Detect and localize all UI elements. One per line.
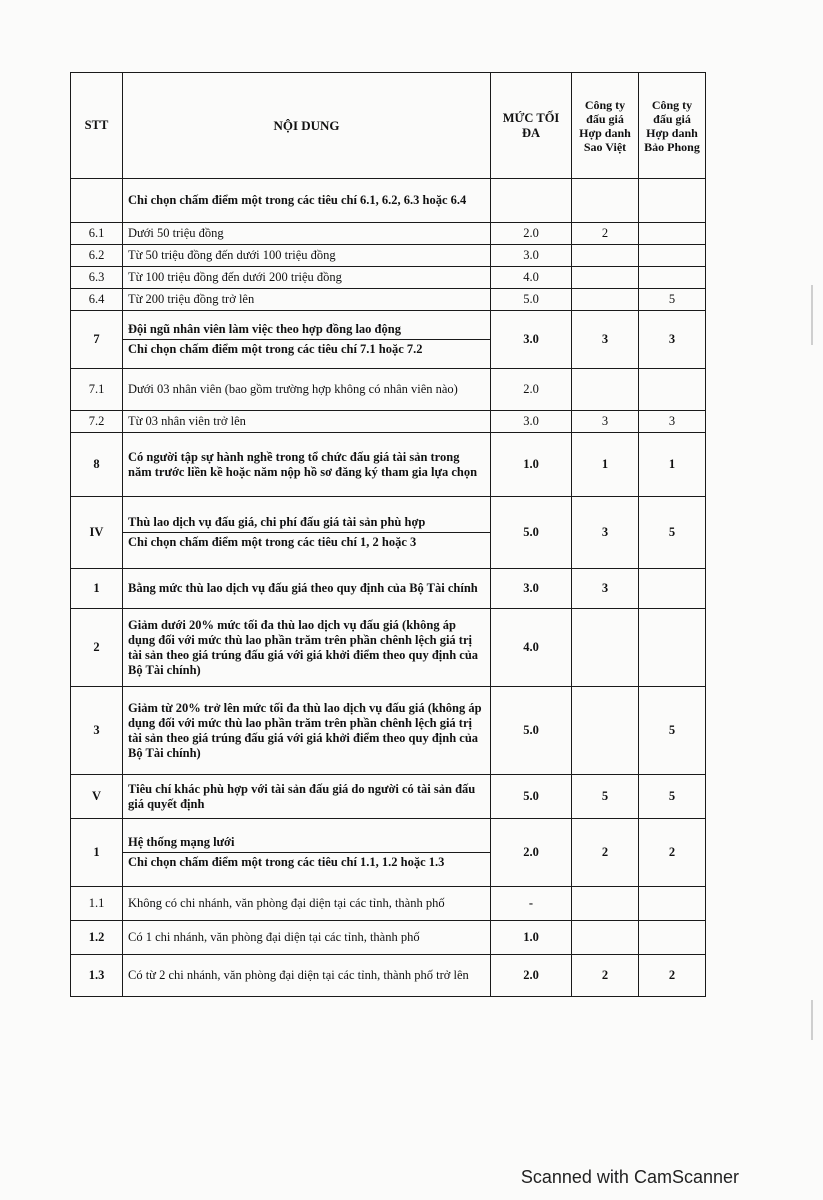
row-firm1-score: 2	[572, 223, 639, 245]
table-row	[71, 921, 706, 955]
table-row	[71, 223, 706, 245]
header-stt: STT	[71, 73, 123, 179]
row-max-score: 5.0	[491, 775, 572, 819]
table-row	[71, 569, 706, 609]
evaluation-table	[70, 72, 706, 997]
row-stt: 6.1	[71, 223, 123, 245]
row-content: Giảm dưới 20% mức tối đa thù lao dịch vụ đấu giá (không áp dụng đối với mức thù lao phần trăm trên phần chênh lệch giá trị tài sản theo giá trúng đấu giá với giá khởi điểm theo quy định của Bộ Tài chính)	[123, 609, 491, 687]
table-row	[71, 311, 706, 369]
row-max-score: 4.0	[491, 267, 572, 289]
header-max-score: MỨC TỐI ĐA	[491, 73, 572, 179]
row-content: Chỉ chọn chấm điểm một trong các tiêu chí 6.1, 6.2, 6.3 hoặc 6.4	[123, 179, 491, 223]
row-content: Giảm từ 20% trở lên mức tối đa thù lao dịch vụ đấu giá (không áp dụng đối với mức thù lao phần trăm trên phần chênh lệch giá trị tài sản theo giá trúng đấu giá với giá khởi điểm theo quy định của Bộ Tài chính)	[123, 687, 491, 775]
row-stt	[71, 179, 123, 223]
header-content: NỘI DUNG	[123, 73, 491, 179]
row-stt: 7.1	[71, 369, 123, 411]
row-firm2-score	[639, 223, 706, 245]
row-firm2-score: 3	[639, 311, 706, 369]
row-content-group	[123, 819, 491, 887]
row-firm2-score	[639, 179, 706, 223]
row-max-score: 4.0	[491, 609, 572, 687]
row-stt: 1	[71, 819, 123, 887]
table-row	[71, 887, 706, 921]
row-firm1-score: 3	[572, 569, 639, 609]
row-max-score	[491, 179, 572, 223]
row-stt: 2	[71, 609, 123, 687]
scan-edge-mark	[811, 285, 813, 345]
row-stt: 1.2	[71, 921, 123, 955]
row-firm2-score	[639, 887, 706, 921]
row-stt: V	[71, 775, 123, 819]
row-firm2-score	[639, 245, 706, 267]
row-content: Hệ thống mạng lưới	[128, 835, 235, 849]
row-firm1-score	[572, 179, 639, 223]
row-content: Tiêu chí khác phù hợp với tài sản đấu giá do người có tài sản đấu giá quyết định	[123, 775, 491, 819]
scan-edge-mark	[811, 1000, 813, 1040]
row-firm2-score	[639, 921, 706, 955]
row-firm2-score: 2	[639, 955, 706, 997]
row-firm2-score	[639, 569, 706, 609]
row-firm2-score: 3	[639, 411, 706, 433]
row-content: Bằng mức thù lao dịch vụ đấu giá theo quy định của Bộ Tài chính	[123, 569, 491, 609]
row-firm1-score: 3	[572, 411, 639, 433]
row-content-note: Chỉ chọn chấm điểm một trong các tiêu chí 1, 2 hoặc 3	[123, 532, 490, 552]
row-firm2-score: 5	[639, 497, 706, 569]
row-max-score: 2.0	[491, 819, 572, 887]
row-content: Từ 03 nhân viên trở lên	[123, 411, 491, 433]
row-stt: 6.4	[71, 289, 123, 311]
row-firm1-score	[572, 887, 639, 921]
row-firm1-score	[572, 609, 639, 687]
row-stt: 6.2	[71, 245, 123, 267]
row-firm2-score: 5	[639, 289, 706, 311]
table-row	[71, 775, 706, 819]
row-max-score: 3.0	[491, 245, 572, 267]
table-header-row	[71, 73, 706, 179]
row-firm2-score	[639, 369, 706, 411]
row-content-note: Chỉ chọn chấm điểm một trong các tiêu chí 1.1, 1.2 hoặc 1.3	[123, 852, 490, 872]
row-content: Dưới 50 triệu đồng	[123, 223, 491, 245]
row-firm1-score: 5	[572, 775, 639, 819]
row-content: Thù lao dịch vụ đấu giá, chi phí đấu giá tài sản phù hợp	[128, 515, 426, 529]
row-firm1-score	[572, 921, 639, 955]
row-firm2-score: 5	[639, 775, 706, 819]
row-content: Có người tập sự hành nghề trong tổ chức đấu giá tài sản trong năm trước liền kề hoặc năm nộp hồ sơ đăng ký tham gia lựa chọn	[123, 433, 491, 497]
header-firm-sao-viet: Công ty đấu giá Hợp danh Sao Việt	[572, 73, 639, 179]
table-row	[71, 433, 706, 497]
row-content: Có từ 2 chi nhánh, văn phòng đại diện tại các tỉnh, thành phố trở lên	[123, 955, 491, 997]
table-row	[71, 289, 706, 311]
row-max-score: -	[491, 887, 572, 921]
scanner-watermark: Scanned with CamScanner	[520, 1167, 739, 1187]
header-firm-bao-phong: Công ty đấu giá Hợp danh Bảo Phong	[639, 73, 706, 179]
row-max-score: 5.0	[491, 687, 572, 775]
row-content-group	[123, 497, 491, 569]
row-content: Từ 200 triệu đồng trở lên	[123, 289, 491, 311]
row-max-score: 3.0	[491, 311, 572, 369]
row-content: Không có chi nhánh, văn phòng đại diện tại các tỉnh, thành phố	[123, 887, 491, 921]
row-max-score: 1.0	[491, 921, 572, 955]
row-content: Từ 50 triệu đồng đến dưới 100 triệu đồng	[123, 245, 491, 267]
row-firm1-score: 2	[572, 819, 639, 887]
table-row	[71, 179, 706, 223]
table-row	[71, 245, 706, 267]
row-stt: 7.2	[71, 411, 123, 433]
row-max-score: 3.0	[491, 569, 572, 609]
row-content: Dưới 03 nhân viên (bao gồm trường hợp không có nhân viên nào)	[123, 369, 491, 411]
row-content-note: Chỉ chọn chấm điểm một trong các tiêu chí 7.1 hoặc 7.2	[123, 339, 490, 359]
row-firm1-score: 3	[572, 497, 639, 569]
row-content: Từ 100 triệu đồng đến dưới 200 triệu đồng	[123, 267, 491, 289]
row-firm1-score	[572, 687, 639, 775]
row-firm1-score	[572, 369, 639, 411]
table-row	[71, 819, 706, 887]
row-content: Có 1 chi nhánh, văn phòng đại diện tại các tỉnh, thành phố	[123, 921, 491, 955]
row-firm2-score: 1	[639, 433, 706, 497]
row-max-score: 2.0	[491, 223, 572, 245]
row-stt: 8	[71, 433, 123, 497]
row-firm1-score	[572, 245, 639, 267]
row-firm1-score: 3	[572, 311, 639, 369]
row-max-score: 5.0	[491, 497, 572, 569]
row-firm2-score	[639, 267, 706, 289]
table-row	[71, 369, 706, 411]
table-row	[71, 687, 706, 775]
table-row	[71, 955, 706, 997]
row-stt: 1	[71, 569, 123, 609]
row-firm2-score: 5	[639, 687, 706, 775]
row-firm2-score: 2	[639, 819, 706, 887]
table-row	[71, 497, 706, 569]
row-stt: 6.3	[71, 267, 123, 289]
row-stt: 7	[71, 311, 123, 369]
row-stt: 1.3	[71, 955, 123, 997]
row-max-score: 1.0	[491, 433, 572, 497]
row-firm1-score: 1	[572, 433, 639, 497]
row-content-group	[123, 311, 491, 369]
row-stt: 3	[71, 687, 123, 775]
table-row	[71, 609, 706, 687]
table-row	[71, 267, 706, 289]
table-row	[71, 411, 706, 433]
row-stt: 1.1	[71, 887, 123, 921]
row-firm1-score	[572, 289, 639, 311]
row-stt: IV	[71, 497, 123, 569]
row-max-score: 3.0	[491, 411, 572, 433]
row-max-score: 2.0	[491, 369, 572, 411]
row-firm1-score	[572, 267, 639, 289]
row-firm2-score	[639, 609, 706, 687]
row-firm1-score: 2	[572, 955, 639, 997]
row-max-score: 2.0	[491, 955, 572, 997]
row-max-score: 5.0	[491, 289, 572, 311]
row-content: Đội ngũ nhân viên làm việc theo hợp đồng lao động	[128, 322, 401, 336]
